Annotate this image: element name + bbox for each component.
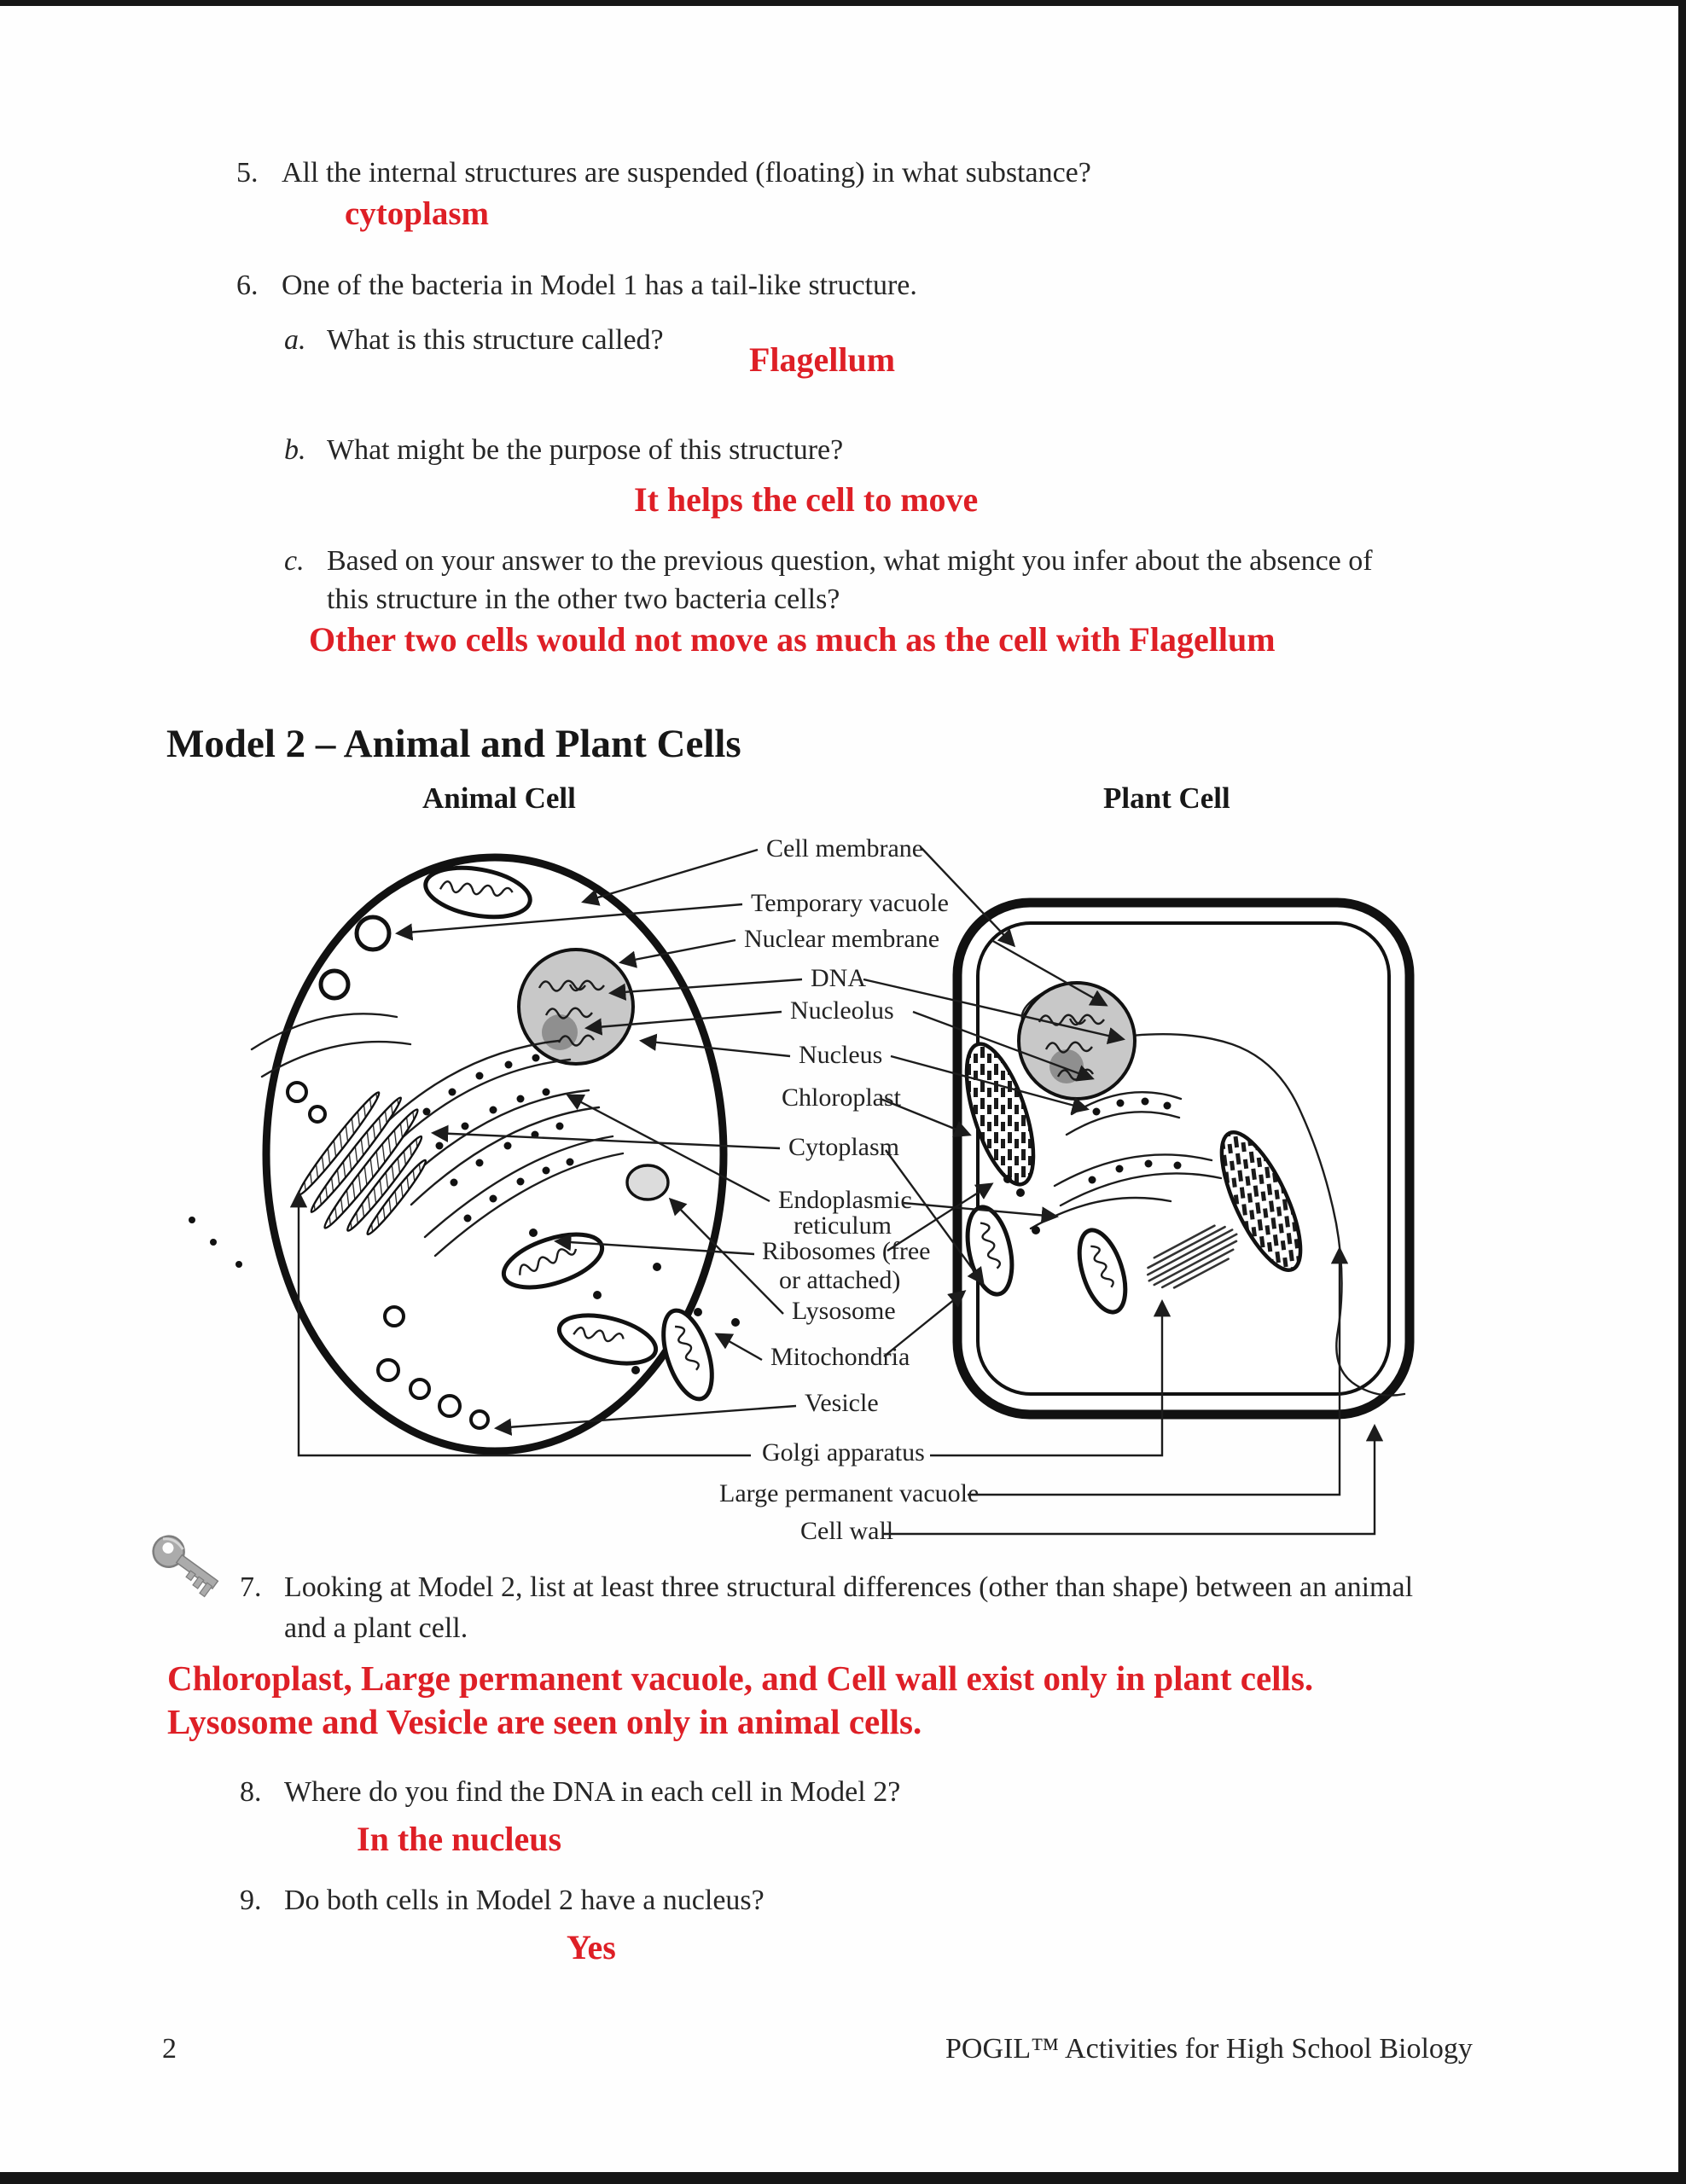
- label-mitochondria: Mitochondria: [770, 1343, 910, 1371]
- label-cytoplasm: Cytoplasm: [788, 1133, 900, 1161]
- label-golgi-apparatus: Golgi apparatus: [762, 1438, 925, 1467]
- q7-answer-line2: Lysosome and Vesicle are seen only in animal cells.: [167, 1702, 922, 1741]
- label-dna: DNA: [811, 964, 866, 992]
- q7-text-line2: and a plant cell.: [284, 1612, 468, 1644]
- q9-text: Do both cells in Model 2 have a nucleus?: [284, 1885, 765, 1916]
- temporary-vacuole-shape: [321, 971, 348, 998]
- model2-heading: Model 2 – Animal and Plant Cells: [166, 722, 741, 766]
- q6-text: One of the bacteria in Model 1 has a tail-like structure.: [282, 270, 917, 301]
- q7-answer-line1: Chloroplast, Large permanent vacuole, and Cell wall exist only in plant cells.: [167, 1658, 1314, 1698]
- plant-nucleus-shape: [1019, 983, 1135, 1099]
- q6a-letter: a.: [284, 324, 306, 356]
- q9-number: 9.: [240, 1885, 262, 1916]
- q6a-text: What is this structure called?: [327, 324, 664, 356]
- scan-edge-bottom: [0, 2172, 1686, 2184]
- q8-answer: In the nucleus: [357, 1820, 562, 1858]
- plant-cell-drawing: [953, 903, 1410, 1414]
- q6c-letter: c.: [284, 545, 305, 577]
- q6b-letter: b.: [284, 434, 306, 466]
- animal-nucleolus-shape: [542, 1014, 578, 1050]
- animal-cell-title: Animal Cell: [422, 781, 576, 815]
- q9-answer: Yes: [567, 1928, 616, 1966]
- label-ribosomes-line2: or attached): [779, 1266, 901, 1294]
- temporary-vacuole-shape: [357, 917, 389, 950]
- plant-cell-title: Plant Cell: [1103, 781, 1230, 815]
- q6c-answer: Other two cells would not move as much as the cell with Flagellum: [309, 620, 1276, 659]
- label-endoplasmic-reticulum-line1: Endoplasmic: [778, 1186, 912, 1214]
- scan-edge-top: [0, 0, 1686, 6]
- label-cell-wall: Cell wall: [800, 1517, 894, 1545]
- model2-diagram: [0, 817, 1686, 1577]
- label-nucleolus: Nucleolus: [790, 996, 894, 1025]
- q5-text: All the internal structures are suspended (floating) in what substance?: [282, 157, 1091, 189]
- label-cell-membrane: Cell membrane: [766, 834, 924, 863]
- q5-answer: cytoplasm: [345, 195, 489, 232]
- q8-number: 8.: [240, 1776, 262, 1808]
- label-endoplasmic-reticulum-line2: reticulum: [794, 1211, 892, 1240]
- q6-number: 6.: [236, 270, 259, 301]
- label-chloroplast: Chloroplast: [782, 1083, 901, 1112]
- label-ribosomes-line1: Ribosomes (free: [762, 1237, 931, 1265]
- key-icon: [141, 1531, 239, 1625]
- q5-number: 5.: [236, 157, 259, 189]
- label-large-permanent-vacuole: Large permanent vacuole: [719, 1479, 980, 1507]
- q7-number: 7.: [240, 1571, 262, 1603]
- lysosome-shape: [627, 1165, 668, 1199]
- animal-nucleus-shape: [519, 950, 633, 1064]
- q7-text-line1: Looking at Model 2, list at least three structural differences (other than shape) between an animal: [284, 1571, 1414, 1603]
- q6b-text: What might be the purpose of this structure?: [327, 434, 844, 466]
- footer-page-number: 2: [162, 2033, 177, 2065]
- label-temporary-vacuole: Temporary vacuole: [751, 889, 949, 917]
- q6b-answer: It helps the cell to move: [634, 480, 979, 519]
- footer-source: POGIL™ Activities for High School Biology: [945, 2033, 1473, 2065]
- q6c-text-line1: Based on your answer to the previous question, what might you infer about the absence of: [327, 545, 1373, 577]
- animal-cell-drawing: [189, 857, 740, 1451]
- q6a-answer: Flagellum: [749, 340, 896, 379]
- q8-text: Where do you find the DNA in each cell in Model 2?: [284, 1776, 901, 1808]
- q6c-text-line2: this structure in the other two bacteria cells?: [327, 584, 840, 615]
- label-nuclear-membrane: Nuclear membrane: [744, 925, 940, 953]
- label-nucleus: Nucleus: [799, 1041, 883, 1069]
- label-vesicle: Vesicle: [805, 1389, 879, 1417]
- label-lysosome: Lysosome: [792, 1297, 896, 1325]
- diagram-labels: [719, 834, 979, 1545]
